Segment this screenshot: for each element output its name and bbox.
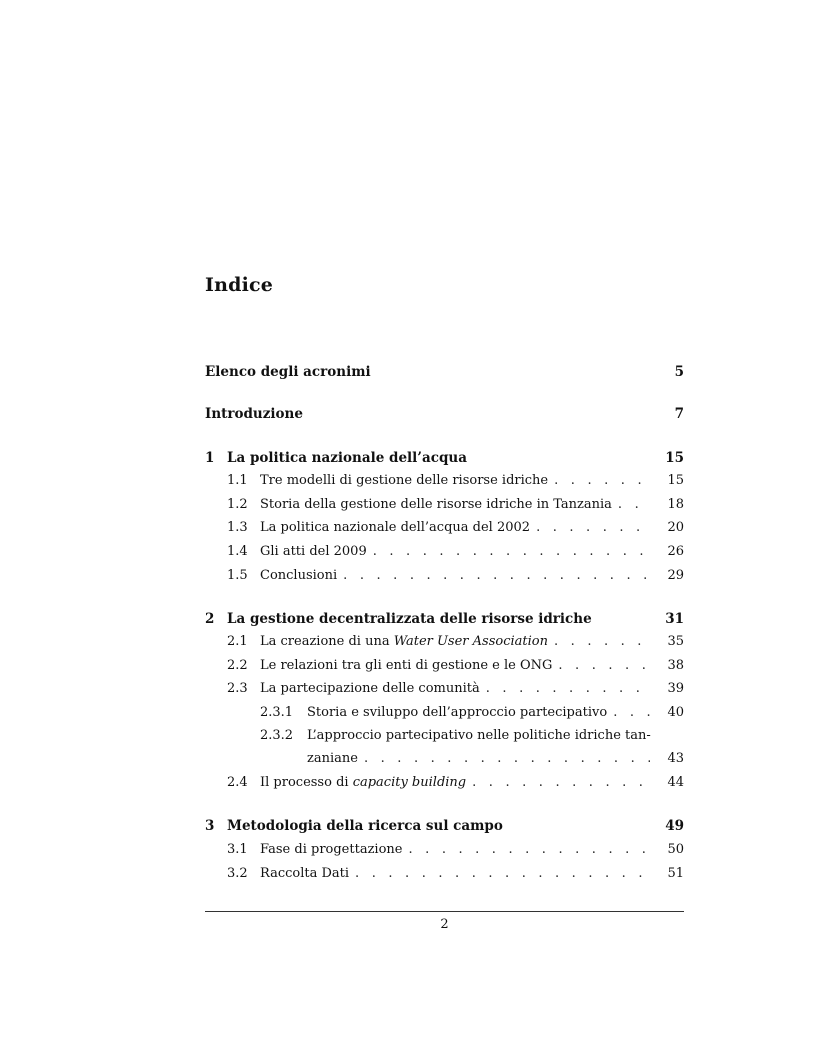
toc-leader	[613, 705, 650, 720]
toc-section-2-4[interactable]	[205, 775, 684, 795]
toc-page: 5	[674, 364, 684, 380]
toc-number: 2.4	[227, 775, 248, 790]
toc-chapter-3[interactable]	[205, 818, 684, 838]
toc-leader	[618, 497, 650, 512]
toc-leader	[536, 520, 650, 535]
toc-page: 38	[667, 658, 684, 673]
toc-section-3-1[interactable]	[205, 842, 684, 862]
toc-leader	[364, 751, 650, 766]
toc-title: zaniane	[307, 751, 358, 766]
toc-page: 31	[665, 611, 684, 627]
toc-title: Fase di progettazione	[260, 842, 403, 857]
toc-number: 1.1	[227, 473, 248, 488]
toc-leader	[472, 775, 650, 790]
toc-subsection-2-3-2-cont[interactable]	[205, 751, 684, 771]
toc-page: 44	[667, 775, 684, 790]
toc-page: 20	[667, 520, 684, 535]
toc-section-3-2[interactable]	[205, 866, 684, 886]
toc-leader	[554, 634, 650, 649]
toc-number: 3.2	[227, 866, 248, 881]
toc-leader	[408, 842, 650, 857]
toc-section-1-2[interactable]	[205, 497, 684, 517]
toc-leader	[554, 473, 650, 488]
toc-leader	[558, 658, 650, 673]
toc-section-1-1[interactable]	[205, 473, 684, 493]
toc-title: Introduzione	[205, 406, 303, 422]
page-number: 2	[440, 917, 449, 932]
toc-leader	[355, 866, 650, 881]
toc-title: La politica nazionale dell’acqua	[227, 450, 467, 466]
toc-number: 2.2	[227, 658, 248, 673]
toc-title: La partecipazione delle comunità	[260, 681, 480, 696]
toc-section-1-3[interactable]	[205, 520, 684, 540]
toc-title: La gestione decentralizzata delle risorse idriche	[227, 611, 592, 627]
toc-title: L’approccio partecipativo nelle politiche idriche tan-	[307, 728, 651, 743]
toc-page: 26	[667, 544, 684, 559]
toc-page: 15	[667, 473, 684, 488]
toc-number: 2	[205, 611, 215, 627]
toc-title: Le relazioni tra gli enti di gestione e le ONG	[260, 658, 553, 673]
toc-page: 43	[667, 751, 684, 766]
toc-section-2-1[interactable]	[205, 634, 684, 654]
toc-leader	[373, 544, 650, 559]
toc-entry-acronimi[interactable]	[205, 364, 684, 384]
toc-page: 49	[665, 818, 684, 834]
toc-page: 15	[665, 450, 684, 466]
toc-subsection-2-3-2[interactable]	[205, 728, 684, 748]
toc-number: 2.3	[227, 681, 248, 696]
toc-title: Conclusioni	[260, 568, 338, 583]
toc-title: Metodologia della ricerca sul campo	[227, 818, 503, 834]
toc-title: Raccolta Dati	[260, 866, 350, 881]
toc-page: 18	[667, 497, 684, 512]
toc-page: 35	[667, 634, 684, 649]
toc-entry-introduzione[interactable]	[205, 406, 684, 426]
toc-title-italic: Water User Association	[393, 634, 548, 649]
toc-number: 1	[205, 450, 215, 466]
toc-title: Il processo di capacity building	[260, 775, 467, 790]
toc-title: Tre modelli di gestione delle risorse idriche	[260, 473, 549, 488]
toc-number: 1.2	[227, 497, 248, 512]
toc-page: 50	[667, 842, 684, 857]
toc-number: 1.4	[227, 544, 248, 559]
toc-page: 39	[667, 681, 684, 696]
toc-leader	[343, 568, 650, 583]
toc-title: La creazione di una Water User Association	[260, 634, 548, 649]
toc-section-1-4[interactable]	[205, 544, 684, 564]
toc-title: La politica nazionale dell’acqua del 2002	[260, 520, 531, 535]
toc-title: Gli atti del 2009	[260, 544, 367, 559]
toc-number: 1.3	[227, 520, 248, 535]
toc-number: 1.5	[227, 568, 248, 583]
toc-section-2-3[interactable]	[205, 681, 684, 701]
toc-number: 2.3.1	[260, 705, 294, 720]
toc-number: 3	[205, 818, 215, 834]
toc-number: 2.1	[227, 634, 248, 649]
toc-title-italic: capacity building	[352, 775, 467, 790]
toc-leader	[486, 681, 650, 696]
toc-section-1-5[interactable]	[205, 568, 684, 588]
page-title: Indice	[205, 274, 274, 296]
toc-chapter-1[interactable]	[205, 450, 684, 470]
toc-number: 3.1	[227, 842, 248, 857]
toc-page: 40	[667, 705, 684, 720]
toc-title: Storia e sviluppo dell’approccio partecipativo	[307, 705, 608, 720]
toc-page: 51	[667, 866, 684, 881]
toc-number: 2.3.2	[260, 728, 294, 743]
footer-rule	[205, 911, 684, 912]
toc-chapter-2[interactable]	[205, 611, 684, 631]
toc-section-2-2[interactable]	[205, 658, 684, 678]
toc-title: Elenco degli acronimi	[205, 364, 371, 380]
toc-title: Storia della gestione delle risorse idriche in Tanzania	[260, 497, 612, 512]
toc-subsection-2-3-1[interactable]	[205, 705, 684, 725]
toc-page: 29	[667, 568, 684, 583]
toc-page: 7	[674, 406, 684, 422]
